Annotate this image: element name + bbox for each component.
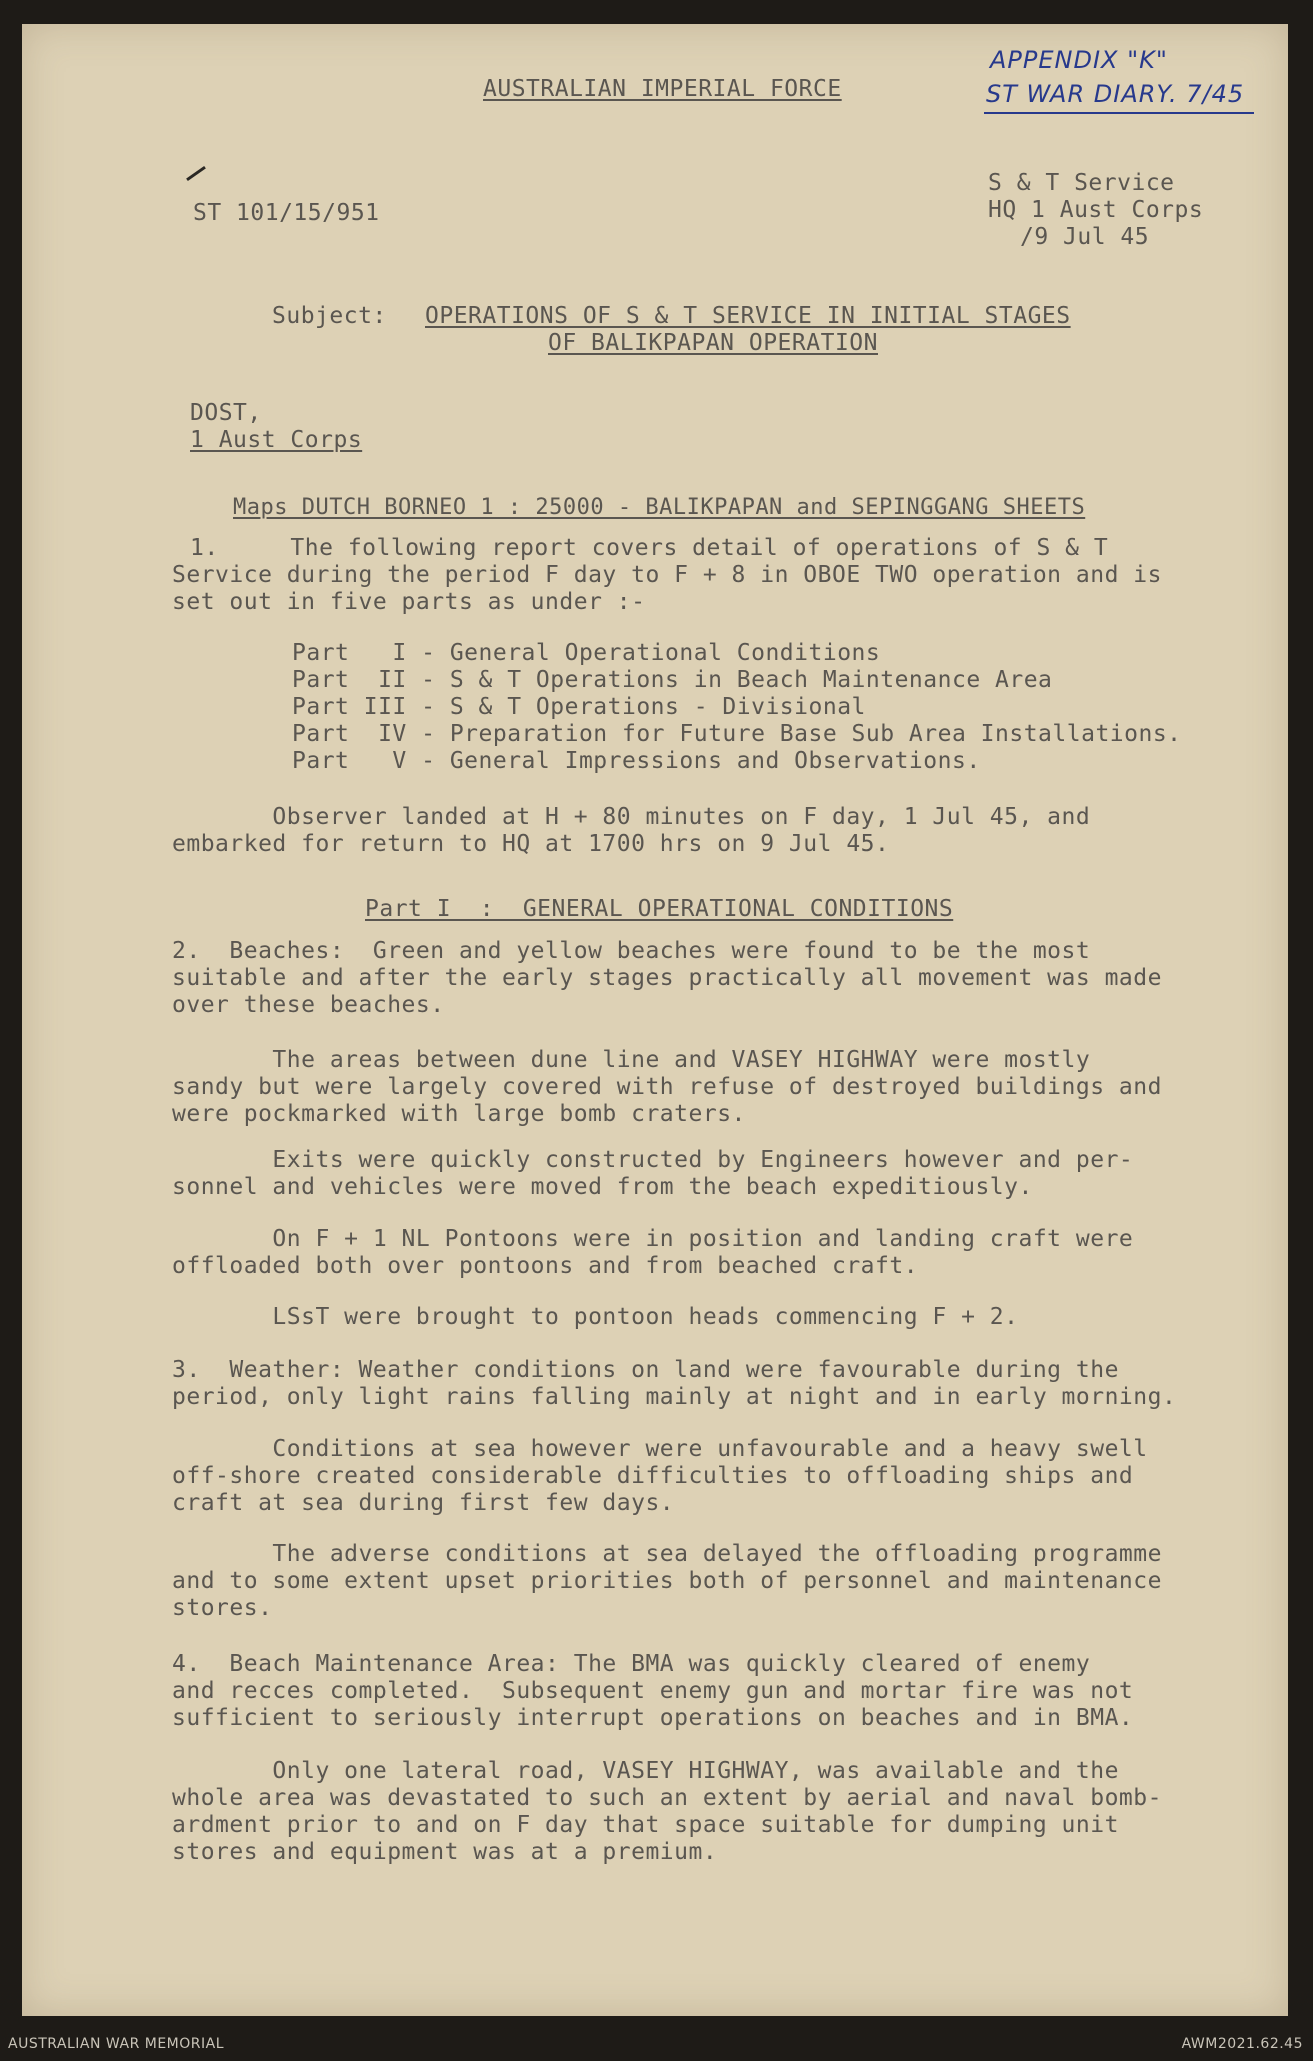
footer-accession: AWM2021.62.45 [1181,2036,1303,2052]
para2-line-2: suitable and after the early stages practically all movement was made [172,965,1162,991]
part-list-item: Part IV - Preparation for Future Base Sub Area Installations. [292,721,1182,747]
para3-p3-line-1: The adverse conditions at sea delayed the offloading programme [172,1541,1162,1567]
footer-source: AUSTRALIAN WAR MEMORIAL [8,2036,225,2052]
part1-heading: Part I : GENERAL OPERATIONAL CONDITIONS [365,896,954,922]
subject-line-2: OF BALIKPAPAN OPERATION [548,330,878,356]
para3-line-1: 3. Weather: Weather conditions on land were favourable during the [172,1357,1119,1383]
observer-line-2: embarked for return to HQ at 1700 hrs on 9 Jul 45. [172,831,890,857]
para3-p3-line-3: stores. [172,1595,273,1621]
part-list-item: Part III - S & T Operations - Divisional [292,694,866,720]
handwritten-underline [984,112,1254,114]
para2-p5: LSsT were brought to pontoon heads commencing F + 2. [172,1304,1019,1330]
org-title: AUSTRALIAN IMPERIAL FORCE [483,76,842,102]
address-line-1: S & T Service [988,170,1175,196]
para3-line-2: period, only light rains falling mainly at night and in early morning. [172,1384,1177,1410]
para2-p4-line-2: offloaded both over pontoons and from beached craft. [172,1253,919,1279]
para2-line-1: 2. Beaches: Green and yellow beaches were found to be the most [172,938,1091,964]
part-list-item: Part V - General Impressions and Observations. [292,748,981,774]
para4-line-2: and recces completed. Subsequent enemy gun and mortar fire was not [172,1678,1134,1704]
appendix-handwritten: APPENDIX "K" [990,46,1168,74]
reference-number: ST 101/15/951 [193,200,380,226]
para3-p2-line-1: Conditions at sea however were unfavourable and a heavy swell [172,1436,1148,1462]
para2-p4-line-1: On F + 1 NL Pontoons were in position and landing craft were [172,1226,1134,1252]
subject-label: Subject: [272,303,387,329]
para4-p2-line-3: ardment prior to and on F day that space suitable for dumping unit [172,1812,1119,1838]
observer-line-1: Observer landed at H + 80 minutes on F day, 1 Jul 45, and [172,804,1091,830]
address-line-2: HQ 1 Aust Corps [988,197,1204,223]
para4-line-3: sufficient to seriously interrupt operations on beaches and in BMA. [172,1705,1134,1731]
war-diary-handwritten: ST WAR DIARY. 7/45 [986,80,1245,108]
para4-p2-line-4: stores and equipment was at a premium. [172,1839,718,1865]
recipient-line-2: 1 Aust Corps [190,427,363,453]
para4-p2-line-1: Only one lateral road, VASEY HIGHWAY, was available and the [172,1758,1119,1784]
para2-p2-line-2: sandy but were largely covered with refuse of destroyed buildings and [172,1074,1162,1100]
address-date: /9 Jul 45 [1020,224,1150,250]
subject-line-1: OPERATIONS OF S & T SERVICE IN INITIAL STAGES [425,303,1071,329]
maps-line: Maps DUTCH BORNEO 1 : 25000 - BALIKPAPAN and SEPINGGANG SHEETS [233,495,1086,520]
para1-line-3: set out in five parts as under :- [172,589,646,615]
part-list-item: Part II - S & T Operations in Beach Maintenance Area [292,667,1053,693]
para4-line-1: 4. Beach Maintenance Area: The BMA was quickly cleared of enemy [172,1651,1091,1677]
recipient-line-1: DOST, [190,400,262,426]
para2-p2-line-3: were pockmarked with large bomb craters. [172,1101,746,1127]
part-list-item: Part I - General Operational Conditions [292,640,881,666]
para2-line-3: over these beaches. [172,992,445,1018]
para1-line-2: Service during the period F day to F + 8 in OBOE TWO operation and is [172,562,1162,588]
para4-p2-line-2: whole area was devastated to such an extent by aerial and naval bomb- [172,1785,1162,1811]
para1-line-1: 1. The following report covers detail of operations of S & T [190,535,1109,561]
para3-p3-line-2: and to some extent upset priorities both of personnel and maintenance [172,1568,1162,1594]
para2-p3-line-1: Exits were quickly constructed by Engineers however and per- [172,1147,1134,1173]
para2-p3-line-2: sonnel and vehicles were moved from the beach expeditiously. [172,1174,1033,1200]
para3-p2-line-3: craft at sea during first few days. [172,1490,675,1516]
para2-p2-line-1: The areas between dune line and VASEY HIGHWAY were mostly [172,1047,1091,1073]
para3-p2-line-2: off-shore created considerable difficulties to offloading ships and [172,1463,1134,1489]
